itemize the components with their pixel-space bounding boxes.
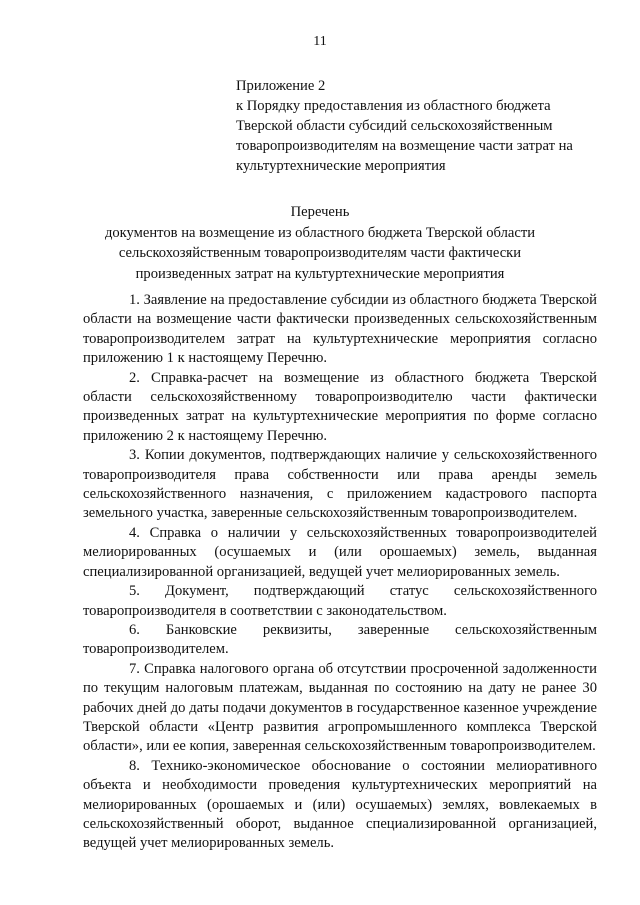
- list-item: 8. Технико-экономическое обоснование о состоянии мелиоративного объекта и необходимости проведения культуртехнических мероприятий на мелиорированных (орошаемых и (или) осушаемых) землях, вовлекаемых в сельскохозяйственный оборот, выданное специализированной организацией, ведущей учет мелиорированных земель.: [83, 757, 597, 852]
- list-item: 1. Заявление на предоставление субсидии из областного бюджета Тверской области на возмещение части фактически произведенных сельскохозяйственным товаропроизводителем затрат на культуртехнические мероприятия согласно приложению 1 к настоящему Перечню.: [83, 292, 597, 367]
- title-line: документов на возмещение из областного бюджета Тверской области: [104, 224, 536, 241]
- appendix-header: [236, 76, 606, 176]
- list-item: 2. Справка-расчет на возмещение из областного бюджета Тверской области сельскохозяйственному товаропроизводителю части фактически произведенных затрат на культуртехнические мероприятия по форме согласно приложению 2 к настоящему Перечню.: [83, 369, 597, 444]
- appendix-line: культуртехнические мероприятия: [236, 158, 446, 174]
- appendix-line: товаропроизводителям на возмещение части затрат на: [236, 138, 573, 154]
- list-item: 3. Копии документов, подтверждающих наличие у сельскохозяйственного товаропроизводителя права собственности или права аренды земель сельскохозяйственного назначения, с приложением кадастрового паспорта земельного участка, заверенные сельскохозяйственным товаропроизводителем.: [83, 447, 597, 522]
- title-line: произведенных затрат на культуртехнические мероприятия: [135, 265, 505, 282]
- list-item: 6. Банковские реквизиты, заверенные сельскохозяйственным товаропроизводителем.: [83, 621, 597, 658]
- list-item: 5. Документ, подтверждающий статус сельскохозяйственного товаропроизводителя в соответствии с законодательством.: [83, 583, 597, 619]
- appendix-line: к Порядку предоставления из областного бюджета: [236, 98, 551, 114]
- title-line: сельскохозяйственным товаропроизводителям части фактически: [118, 245, 522, 261]
- title-heading: Перечень: [290, 204, 350, 220]
- appendix-line: Тверской области субсидий сельскохозяйственным: [236, 118, 553, 134]
- document-title: [40, 202, 600, 284]
- page-number: 11: [313, 34, 327, 49]
- document-list: [83, 291, 597, 854]
- list-item: 7. Справка налогового органа об отсутствии просроченной задолженности по текущим налоговым платежам, выданная по состоянию на дату не ранее 30 рабочих дней до даты подачи документов в государственное казенное учреждение Тверской области «Центр развития агропромышленного комплекса Тверской области», или ее копия, заверенная сельскохозяйственным товаропроизводителем.: [83, 660, 597, 755]
- list-item: 4. Справка о наличии у сельскохозяйственных товаропроизводителей мелиорированных (осушаемых и (или орошаемых) земель, выданная специализированной организацией, ведущей учет мелиорированных земель.: [83, 524, 597, 580]
- appendix-line: Приложение 2: [236, 78, 326, 94]
